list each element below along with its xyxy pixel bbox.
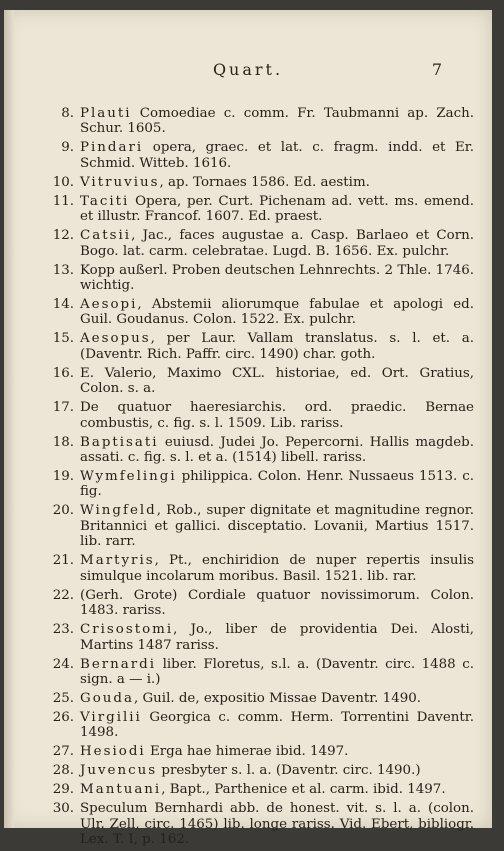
entry-number: 15. <box>52 331 74 347</box>
entry-number: 12. <box>52 228 74 244</box>
catalog-entry <box>44 622 474 653</box>
entry-author: Aesopi <box>80 297 138 313</box>
catalog-entry <box>44 331 474 362</box>
entry-text <box>80 553 474 584</box>
entry-number: 19. <box>52 469 74 485</box>
entry-description: (Gerh. Grote) Cordiale quatuor novissimorum. Colon. 1483. rariss. <box>80 587 474 619</box>
page-header <box>4 60 492 80</box>
book-page <box>4 10 492 848</box>
catalog-entry <box>44 106 474 137</box>
entry-author: Vitruvius <box>80 174 160 190</box>
entry-text <box>80 710 474 741</box>
entry-number: 24. <box>52 656 74 672</box>
entry-description: E. Valerio, Maximo CXL. historiae, ed. Ort. Gratius, Colon. s. a. <box>80 365 474 397</box>
entry-description: euiusd. Judei Jo. Pepercorni. Hallis magdeb. assati. c. fig. s. l. et a. (1514) libell. rariss. <box>80 434 474 466</box>
entry-number: 11. <box>52 193 74 209</box>
entry-number: 16. <box>52 365 74 381</box>
entry-number: 20. <box>52 503 74 519</box>
entry-number: 30. <box>52 801 74 817</box>
page-spine-edge <box>4 10 14 828</box>
entry-author: Aesopus <box>80 331 151 347</box>
page-header-title: Quart. <box>212 60 284 79</box>
entry-description: Opera, per. Curt. Pichenam ad. vett. ms. emend. et illustr. Francof. 1607. Ed. praest. <box>80 193 474 225</box>
entry-text <box>80 228 474 259</box>
entry-author: Plauti <box>80 106 132 121</box>
page-number: 7 <box>431 60 442 79</box>
entry-text <box>80 140 474 171</box>
entry-number: 25. <box>52 690 74 706</box>
entry-text <box>80 763 474 778</box>
entry-description: , Abstemii aliorumque fabulae et apologi ed. Guil. Goudanus. Colon. 1522. Ex. pulchr. <box>80 297 474 328</box>
catalog-entry <box>44 400 474 431</box>
catalog-entry <box>44 801 474 847</box>
catalog-entry <box>44 763 474 778</box>
entry-number: 8. <box>61 106 74 121</box>
entry-author: Crisostomi <box>80 622 174 638</box>
entry-number: 22. <box>52 587 74 603</box>
entry-description: liber. Floretus, s.l. a. (Daventr. circ. 1488 c. sign. a — i.) <box>80 656 474 687</box>
entry-description: philippica. Colon. Henr. Nussaeus 1513. c. fig. <box>80 469 474 500</box>
entry-description: , ap. Tornaes 1586. Ed. aestim. <box>159 174 370 190</box>
entry-description: Georgica c. comm. Herm. Torrentini Daventr. 1498. <box>80 709 474 741</box>
entry-description: , Jac., faces augustae a. Casp. Barlaeo et Corn. Bogo. lat. carm. celebratae. Lugd. B. 1656. Ex. pulchr. <box>80 228 474 259</box>
entry-text <box>80 588 474 619</box>
entry-description: , per Laur. Vallam translatus. s. l. et. a. (Daventr. Rich. Paffr. circ. 1490) char. goth. <box>80 331 474 362</box>
catalog-entry <box>44 366 474 397</box>
entry-author: Gouda <box>80 690 134 706</box>
entry-text <box>80 801 474 847</box>
entry-author: Mantuani <box>80 782 162 798</box>
entry-description: opera, graec. et lat. c. fragm. indd. et Er. Schmid. Witteb. 1616. <box>80 140 474 171</box>
catalog-entry <box>44 263 474 294</box>
entry-description: De quatuor haeresiarchis. ord. praedic. Bernae combustis, c. fig. s. l. 1509. Lib. rariss. <box>80 400 474 431</box>
entry-text <box>80 782 474 797</box>
entry-number: 21. <box>52 553 74 569</box>
entry-author: Wingfeld <box>80 503 157 519</box>
entry-text <box>80 469 474 500</box>
entry-author: Virgilii <box>80 709 142 725</box>
entry-number: 14. <box>52 297 74 313</box>
entry-description: presbyter s. l. a. (Daventr. circ. 1490.) <box>157 763 421 779</box>
catalog-entry <box>44 435 474 466</box>
entry-number: 26. <box>52 709 74 725</box>
catalog-entry <box>44 710 474 741</box>
catalog-entry <box>44 782 474 797</box>
entry-number: 13. <box>52 262 74 278</box>
entry-author: Pindari <box>80 140 144 156</box>
catalog-entry <box>44 588 474 619</box>
entry-author: Taciti <box>80 193 130 209</box>
entry-number: 29. <box>52 782 74 798</box>
entry-description: , Jo., liber de providentia Dei. Alosti, Martins 1487 rariss. <box>80 622 474 653</box>
catalog-entry <box>44 140 474 171</box>
entry-text <box>80 331 474 362</box>
entry-description: , Pt., enchiridion de nuper repertis insulis simulque incolarum moribus. Basil. 1521. lib. rar. <box>80 553 474 584</box>
entry-author: Bernardi <box>80 656 157 672</box>
entry-text <box>80 175 474 190</box>
catalog-entry <box>44 691 474 706</box>
entry-text <box>80 106 474 137</box>
entry-author: Hesiodi <box>80 744 146 760</box>
entry-text <box>80 622 474 653</box>
entry-number: 18. <box>52 434 74 450</box>
entry-author: Wymfelingi <box>80 469 177 485</box>
entry-text <box>80 366 474 397</box>
catalog-entry <box>44 657 474 688</box>
entry-text <box>80 435 474 466</box>
entry-text <box>80 263 474 294</box>
entry-description: , Rob., super dignitate et magnitudine regnor. Britannici et gallici. disceptatio. Lovanii, Martius 1517. lib. rarr. <box>80 503 474 550</box>
catalog-entry <box>44 228 474 259</box>
entry-text <box>80 194 474 225</box>
entry-author: Baptisati <box>80 434 159 450</box>
entry-text <box>80 657 474 688</box>
entry-text <box>80 691 474 706</box>
catalog-entry <box>44 553 474 584</box>
catalog-entry <box>44 194 474 225</box>
entry-author: Martyris <box>80 553 155 569</box>
entry-number: 10. <box>52 174 74 190</box>
catalog-entry <box>44 744 474 759</box>
entry-number: 27. <box>52 744 74 760</box>
entry-author: Juvencus <box>80 763 158 779</box>
entry-description: Erga hae himerae ibid. 1497. <box>145 744 349 760</box>
entry-description: , Guil. de, expositio Missae Daventr. 1490. <box>133 690 422 706</box>
catalog-entry <box>44 297 474 328</box>
entry-description: Comoediae c. comm. Fr. Taubmanni ap. Zach. Schur. 1605. <box>80 106 474 137</box>
catalog-entry <box>44 503 474 549</box>
entry-author: Catsii <box>80 228 132 244</box>
entry-text <box>80 400 474 431</box>
entry-description: Kopp außerl. Proben deutschen Lehnrechts. 2 Thle. 1746. wichtig. <box>80 262 474 294</box>
entry-text <box>80 503 474 549</box>
entry-number: 17. <box>52 400 74 416</box>
entry-text <box>80 744 474 759</box>
catalog-entry <box>44 469 474 500</box>
entry-description: , Bapt., Parthenice et al. carm. ibid. 1497. <box>161 782 446 798</box>
entry-description: Speculum Bernhardi abb. de honest. vit. s. l. a. (colon. Ulr. Zell, circ. 1465) lib. longe rariss. Vid. Ebert, bibliogr. Lex. T. I, p. 162. <box>80 801 474 848</box>
catalog-entry <box>44 175 474 190</box>
entry-number: 9. <box>61 140 74 156</box>
entry-number: 23. <box>52 622 74 638</box>
entry-number: 28. <box>52 763 74 779</box>
entry-text <box>80 297 474 328</box>
catalog-entries-list <box>44 106 474 851</box>
